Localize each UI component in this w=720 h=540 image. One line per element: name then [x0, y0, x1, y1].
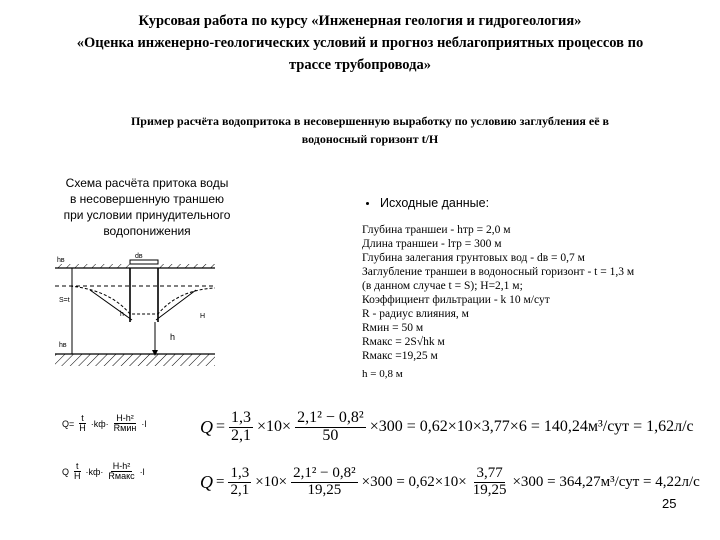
- example-subtitle: [70, 112, 670, 148]
- calculation-min: Q = $\frac{1,3}{2,1}$ ×10× $\frac{\text{2,1² − 0,8²}}{50}$ ×300 = 0,62×10×3,77×6 = 140,24м³/сут = 1,62л/с: [200, 409, 694, 444]
- h-value: h = 0,8 м: [362, 368, 403, 380]
- param-line: Rмакс =19,25 м: [362, 350, 438, 362]
- param-line: Rмакс = 2S√hk м: [362, 336, 445, 348]
- param-line: R - радиус влияния, м: [362, 308, 469, 320]
- title-line-3: трассе трубопровода»: [289, 57, 431, 73]
- diagram-label-top-left: hв: [57, 257, 65, 264]
- trench-top: [130, 260, 158, 264]
- general-formula-max: Q $\frac{t}{H}$ ·kф· $\frac{\text{H-h²}}{\text{Rмакс}}$ ·l: [62, 461, 145, 482]
- page-title: [20, 10, 700, 76]
- diagram-label-right: H: [200, 313, 206, 320]
- calculation-max: Q = $\frac{1,3}{2,1}$ ×10× $\frac{\text{2,1² − 0,8²}}{19,25}$ ×300 = 0,62×10× $\frac{3,77}{19,25}$ ×300 = 364,27м³/сут = 4,22л/с: [200, 465, 700, 498]
- trench-diagram: [50, 250, 220, 370]
- general-formula-min: Q= $\frac{t}{H}$ ·kф· $\frac{\text{H-h²}}{\text{Rмин}}$ ·l: [62, 413, 147, 434]
- diagram-label-top-mid: dв: [135, 253, 143, 260]
- param-line: (в данном случае t = S); H=2,1 м;: [362, 280, 523, 292]
- page-number: 25: [662, 496, 677, 511]
- param-line: Длина траншеи - lтр = 300 м: [362, 238, 502, 250]
- param-line: Глубина залегания грунтовых вод - dв = 0,7 м: [362, 252, 585, 264]
- flow-lines: [90, 290, 196, 320]
- diagram-label-small-h: h: [120, 311, 124, 318]
- param-line: Коэффициент фильтрации - k 10 м/сут: [362, 294, 550, 306]
- impervious-layer: [55, 354, 215, 366]
- caption-line-2: в несовершенную траншею: [69, 192, 225, 206]
- initial-data-heading: Исходные данные:: [380, 196, 489, 210]
- initial-data-list: [362, 223, 682, 363]
- diagram-label-bottom: hв: [59, 342, 67, 349]
- title-line-2: «Оценка инженерно-геологических условий и прогноз неблагоприятных процессов по: [76, 35, 644, 51]
- subtitle-line-1: Пример расчёта водопритока в несовершенную выработку по условию заглубления её в: [130, 114, 610, 128]
- param-line: Rмин = 50 м: [362, 322, 424, 334]
- param-line: Заглубление траншеи в водоносный горизонт - t = 1,3 м: [362, 266, 635, 278]
- param-line: Глубина траншеи - hтр = 2,0 м: [362, 224, 511, 236]
- diagram-label-h: h: [170, 332, 176, 342]
- caption-line-4: водопонижения: [103, 224, 191, 238]
- bullet-icon: [366, 202, 369, 205]
- caption-line-3: при условии принудительного: [63, 208, 231, 222]
- caption-line-1: Схема расчёта притока воды: [65, 176, 229, 190]
- subtitle-line-2: водоносный горизонт t/H: [301, 132, 439, 146]
- depression-curve: [70, 286, 215, 314]
- diagram-label-s: S=t: [59, 297, 70, 304]
- diagram-caption: [52, 175, 242, 239]
- title-line-1: Курсовая работа по курсу «Инженерная геология и гидрогеология»: [138, 13, 582, 29]
